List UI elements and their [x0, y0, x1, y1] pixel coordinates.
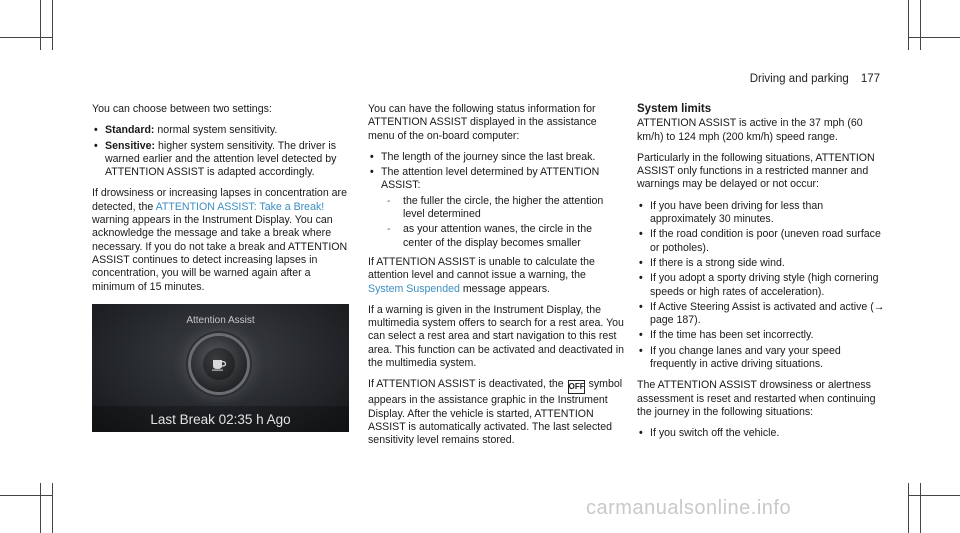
crop-mark	[52, 483, 53, 533]
crop-mark	[52, 0, 53, 50]
settings-list	[92, 124, 354, 179]
coffee-cup-icon	[203, 348, 235, 380]
crop-mark	[908, 0, 909, 50]
status-list	[368, 151, 624, 250]
list-item: • If you have been driving for less than approximately 30 minutes.	[637, 200, 887, 227]
list-item: • If you switch off the vehicle.	[637, 427, 887, 440]
limits-list	[637, 200, 887, 372]
crop-mark	[0, 37, 52, 38]
list-item: • If the time has been set incorrectly.	[637, 329, 887, 342]
active-range-paragraph: ATTENTION ASSIST is active in the 37 mph (60 km/h) to 124 mph (200 km/h) speed range.	[637, 117, 863, 143]
last-break-text: Last Break 02:35 h Ago	[150, 411, 291, 427]
crop-mark	[40, 483, 41, 533]
crop-mark	[0, 495, 52, 496]
crop-mark	[908, 483, 909, 533]
reset-paragraph: The ATTENTION ASSIST drowsiness or alertness assessment is reset and restarted when continuing the journey in the following situations:	[637, 379, 876, 418]
deactivated-paragraph: If ATTENTION ASSIST is deactivated, the OFF symbol appears in the assistance graphic in the Instrument Display. After the vehicle is started, ATTENTION ASSIST is automatically activated. The last selected sensitivity level remains stored.	[368, 378, 623, 447]
system-suspended-link[interactable]: System Suspended	[368, 282, 460, 295]
list-item: • If Active Steering Assist is activated and active (→ page 187).	[637, 301, 887, 328]
settings-intro: You can choose between two settings:	[92, 103, 272, 115]
crop-mark	[920, 0, 921, 50]
crop-mark	[920, 483, 921, 533]
page-header	[750, 73, 880, 86]
section-title: Driving and parking	[749, 73, 849, 85]
sub-list-item: - as your attention wanes, the circle in the center of the display becomes smaller	[381, 223, 624, 250]
list-item: • Standard: normal system sensitivity.	[92, 124, 354, 137]
list-item: • The length of the journey since the last break.	[368, 151, 624, 164]
page-number: 177	[860, 73, 880, 85]
column-right	[637, 103, 887, 449]
crop-mark	[908, 495, 960, 496]
watermark-text: carmanualsonline.info	[586, 497, 792, 519]
list-item: • If you adopt a sporty driving style (high cornering speeds or high rates of acceleration).	[637, 272, 887, 299]
list-item: • The attention level determined by ATTENTION ASSIST: - the fuller the circle, the higher the attention level determined - as your attention wanes, the circle in the center of the display becomes smaller	[368, 166, 624, 250]
warning-paragraph: If a warning is given in the Instrument Display, the multimedia system offers to search for a rest area. You can select a rest area and start navigation to this rest area. This function can be activated and deactivated in the multimedia system.	[368, 303, 624, 370]
list-item: • If there is a strong side wind.	[637, 257, 887, 270]
column-middle	[368, 103, 624, 456]
crop-mark	[40, 0, 41, 50]
list-item: • If the road condition is poor (uneven road surface or potholes).	[637, 228, 887, 255]
display-title: Attention Assist	[186, 314, 255, 326]
sub-list	[381, 195, 624, 250]
sub-list-item: - the fuller the circle, the higher the attention level determined	[381, 195, 624, 222]
column-left	[92, 103, 354, 432]
reset-list	[637, 427, 887, 440]
drowsiness-paragraph: If drowsiness or increasing lapses in concentration are detected, the ATTENTION ASSIST: Take a Break! warning appears in the Instrument Display. You can acknowledge the message and take a break where necessary. If you do not take a break and ATTENTION ASSIST continues to detect increasing lapses in concentration, you will be warned again after a minimum of 15 minutes.	[92, 187, 348, 293]
unable-paragraph: If ATTENTION ASSIST is unable to calculate the attention level and cannot issue a warning, the System Suspended message appears.	[368, 255, 595, 295]
attention-assist-display-image	[92, 304, 349, 432]
attention-level-circle	[191, 336, 247, 392]
attention-assist-off-icon: OFF	[568, 380, 585, 394]
status-intro: You can have the following status information for ATTENTION ASSIST displayed in the assistance menu of the on-board computer:	[368, 103, 597, 142]
section-heading: System limits	[637, 103, 712, 115]
restricted-paragraph: Particularly in the following situations, ATTENTION ASSIST only functions in a restricted manner and warnings may be delayed or not occur:	[637, 151, 875, 191]
list-item: • Sensitive: higher system sensitivity. The driver is warned earlier and the attention level detected by ATTENTION ASSIST is adapted accordingly.	[92, 140, 354, 180]
crop-mark	[908, 37, 960, 38]
take-a-break-link[interactable]: ATTENTION ASSIST: Take a Break!	[155, 200, 325, 213]
list-item: • If you change lanes and vary your speed frequently in active driving situations.	[637, 345, 887, 372]
